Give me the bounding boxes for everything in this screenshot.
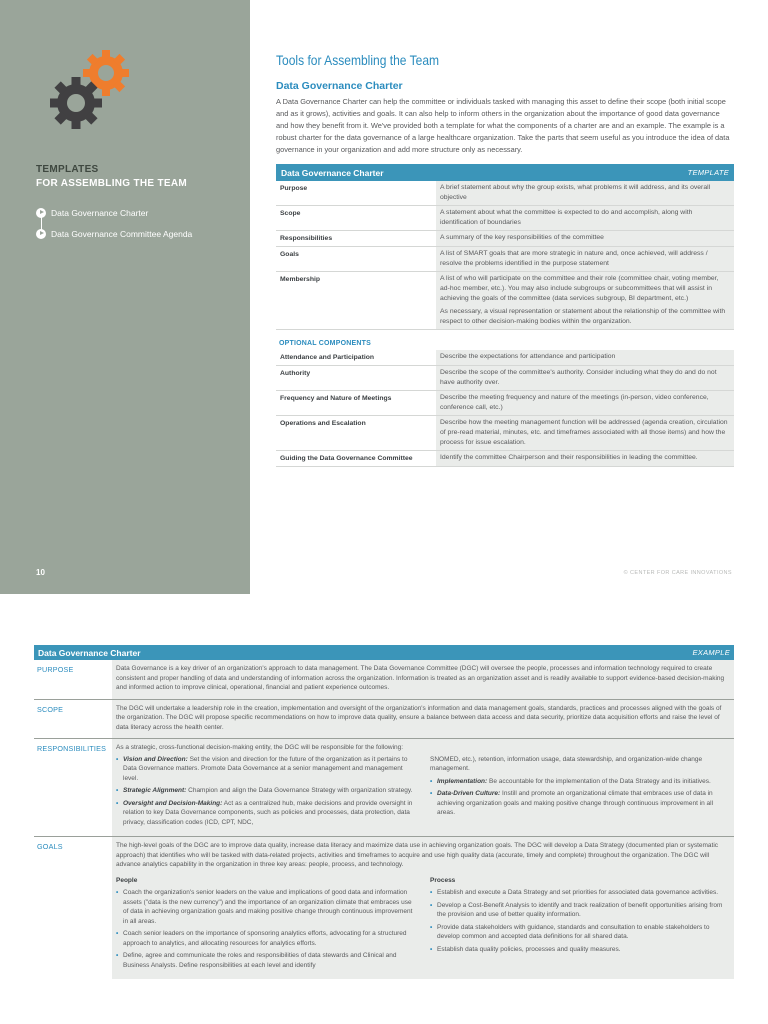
- list-item: • Data-Driven Culture: Instill and promote an organizational climate that embraces use of data in achieving organization goals and making positive change through continuous improvement in all areas.: [430, 789, 730, 818]
- table-row: [276, 391, 734, 416]
- row-key: Responsibilities: [280, 235, 333, 242]
- row-label: PURPOSE: [37, 665, 74, 674]
- row-key: Frequency and Nature of Meetings: [280, 395, 392, 402]
- template-table-title: Data Governance Charter: [281, 167, 384, 178]
- row-value: Describe the scope of the committee's authority. Consider including what they do and do not have authority over.: [436, 366, 734, 390]
- gears-icon: [48, 48, 132, 130]
- column-right: [430, 755, 730, 831]
- row-key: Guiding the Data Governance Committee: [280, 455, 413, 462]
- table-row: [276, 247, 734, 272]
- row-key: Scope: [280, 210, 301, 217]
- sidebar: [0, 0, 250, 594]
- nav-item-committee-agenda[interactable]: [36, 223, 192, 244]
- optional-components-heading: OPTIONAL COMPONENTS: [279, 340, 371, 347]
- table-row: [276, 366, 734, 391]
- table-row: [276, 350, 734, 366]
- row-text: The DGC will undertake a leadership role in the creation, implementation and oversight of the organization's information and data management goals, standards, practices and processes aligned with the goals of the organization. The DGC will propose specific recommendations on how to improve data quality, ensure a balance between data access and data security, prioritize data acquisition efforts and raise the level of data literacy across the health center.: [112, 700, 734, 739]
- play-bullet-icon: [36, 208, 46, 218]
- sidebar-title-line2: FOR ASSEMBLING THE TEAM: [36, 178, 187, 189]
- main-content: [276, 52, 734, 467]
- sidebar-title: [36, 163, 187, 191]
- example-row-scope: [34, 700, 734, 740]
- responsibilities-intro: As a strategic, cross-functional decision-making entity, the DGC will be responsible for the following:: [116, 744, 404, 751]
- list-item: • Develop a Cost-Benefit Analysis to identify and track realization of benefit opportunities arising from the provision and use of better quality information.: [430, 901, 730, 920]
- list-item: • Coach senior leaders on the importance of sponsoring analytics efforts, advocating for a structured approach to analytics, and allocating resources for analytics efforts.: [116, 929, 416, 948]
- list-item: • Oversight and Decision-Making: Act as a centralized hub, make decisions and provide oversight in relation to key Data Governance components, such as policies and processes, data protection, data privacy, classification codes (ICD, CPT, NDC,: [116, 799, 416, 828]
- row-body: [112, 739, 734, 836]
- row-value-part1: A list of who will participate on the committee and their role (committee chair, voting member, ad-hoc member, etc.). You may also include subgroups or subcommittees that will assist in achieving the goals of the committee (data services subgroup, BI department, etc.): [440, 275, 719, 302]
- responsibilities-columns: [116, 755, 730, 831]
- row-value: [436, 272, 734, 329]
- row-label: GOALS: [37, 842, 63, 851]
- table-row: [276, 272, 734, 330]
- example-row-responsibilities: [34, 739, 734, 837]
- list-item: • Establish and execute a Data Strategy and set priorities for associated data governance activities.: [430, 888, 730, 898]
- table-row: [276, 231, 734, 247]
- page-number: 10: [36, 568, 45, 577]
- row-value: Describe the meeting frequency and nature of the meetings (in-person, video conference, conference call, etc.): [436, 391, 734, 415]
- example-tag: EXAMPLE: [692, 648, 730, 657]
- sidebar-title-line1: TEMPLATES: [36, 164, 99, 175]
- table-row: [276, 206, 734, 231]
- row-label: RESPONSIBILITIES: [37, 744, 107, 753]
- nav-item-data-governance-charter[interactable]: [36, 202, 192, 223]
- example-table-title: Data Governance Charter: [38, 647, 141, 658]
- row-key: Purpose: [280, 185, 308, 192]
- row-value: Describe the expectations for attendance and participation: [436, 350, 734, 365]
- row-key: Attendance and Participation: [280, 354, 375, 361]
- example-table: [34, 645, 734, 979]
- section-title: Tools for Assembling the Team: [276, 52, 440, 68]
- list-item: • Vision and Direction: Set the vision and direction for the future of the organization as it pertains to Data Governance matters. Promote Data Governance at a senior management and management level.: [116, 755, 416, 784]
- column-people: [116, 872, 416, 974]
- row-value: Identify the committee Chairperson and their responsibilities in leading the committee.: [436, 451, 734, 466]
- example-row-purpose: [34, 660, 734, 700]
- row-value: A summary of the key responsibilities of the committee: [436, 231, 734, 246]
- sidebar-nav: [36, 202, 192, 244]
- template-tag: TEMPLATE: [687, 168, 729, 177]
- list-item: • Establish data quality policies, processes and quality measures.: [430, 945, 730, 955]
- row-value: A brief statement about why the group exists, what problems it will address, and its overall objective: [436, 181, 734, 205]
- play-bullet-icon: [36, 229, 46, 239]
- people-heading: People: [116, 876, 138, 884]
- table-row: [276, 181, 734, 206]
- row-key: Operations and Escalation: [280, 420, 366, 427]
- row-value: A list of SMART goals that are more strategic in nature and, once achieved, will address / resolve the problems identified in the purpose statement: [436, 247, 734, 271]
- example-table-header: [34, 645, 734, 660]
- template-table: [276, 164, 734, 467]
- nav-item-label: Data Governance Charter: [51, 207, 149, 218]
- column-process: [430, 872, 730, 974]
- intro-paragraph: A Data Governance Charter can help the committee or individuals tasked with managing this asset to define their scope (both initial scope and as it grows), activities and goals. It can also help to inform others in the organization about the importance of good data governance and how they benefit from it. We've provided both a template for what the components of a charter are and an example. The example is a robust charter for the data governance of a large healthcare organization. Take the parts that seem useful as you introduce the idea of data governance in your organization and add more structure only as necessary.: [276, 97, 730, 154]
- column-left: [116, 755, 416, 831]
- list-item: • Provide data stakeholders with guidance, standards and consultation to enable stakeholders to develop common and accepted data definitions for all shared data.: [430, 923, 730, 942]
- process-heading: Process: [430, 876, 456, 884]
- row-key: Authority: [280, 370, 311, 377]
- goals-intro: The high-level goals of the DGC are to improve data quality, increase data literacy and maximize data use in achieving organization goals. The DGC will develop a Data Strategy (documented plan or systematic approach) that identifies who will be tasked with data-related projects, activities and timeframes to acquire and use high quality data (accurate, timely and complete) throughout the organization. The DGC will advance analytics capability in the organization in three key areas: people, process, and technology.: [116, 842, 719, 868]
- list-item: • Strategic Alignment: Champion and align the Data Governance Strategy with organization strategy.: [116, 786, 416, 796]
- goals-columns: [116, 872, 730, 974]
- example-row-goals: [34, 837, 734, 979]
- subsection-title: Data Governance Charter: [276, 80, 403, 92]
- row-label: SCOPE: [37, 704, 64, 714]
- table-row: [276, 416, 734, 451]
- row-key: Goals: [280, 251, 299, 258]
- row-body: [112, 837, 734, 979]
- row-text: Data Governance is a key driver of an organization's approach to data management. The Data Governance Committee (DGC) will oversee the people, processes and information technology required to create consistent and proper handling of data and understanding of information across the organization. Information is treated as an organization asset and is readily available to support evidence-based decision-making and informed action to improve clinical, operational, financial and patient experience outcomes.: [112, 660, 734, 699]
- nav-item-label: Data Governance Committee Agenda: [51, 228, 193, 239]
- copyright: © CENTER FOR CARE INNOVATIONS: [623, 570, 732, 576]
- list-item: • Coach the organization's senior leaders on the value and implications of good data and information assets ("data is the new currency") and the importance of an organization climate that embraces use of data in achieving organization goals and making positive change through continuous improvement in all areas.: [116, 888, 416, 926]
- template-table-header: [276, 164, 734, 181]
- list-item: • Implementation: Be accountable for the implementation of the Data Strategy and its initiatives.: [430, 777, 730, 787]
- row-value: A statement about what the committee is expected to do and accomplish, along with identification of boundaries: [436, 206, 734, 230]
- row-value: Describe how the meeting management function will be addressed (agenda creation, circulation of pre-read material, minutes, etc. and timeframes associated with all those items) and how the process for issue escalation.: [436, 416, 734, 450]
- list-item: • Define, agree and communicate the roles and responsibilities of data stewards and Clinical and Business Analysts. Define responsibilities at each level and identify: [116, 951, 416, 970]
- row-key: Membership: [280, 276, 321, 283]
- continued-text: SNOMED, etc.), retention, information usage, data stewardship, and organization-wide change management.: [430, 755, 703, 772]
- row-value-part2: As necessary, a visual representation or statement about the relationship of the committee with respect to other decision-making bodies within the organization.: [440, 308, 726, 325]
- table-row: [276, 451, 734, 467]
